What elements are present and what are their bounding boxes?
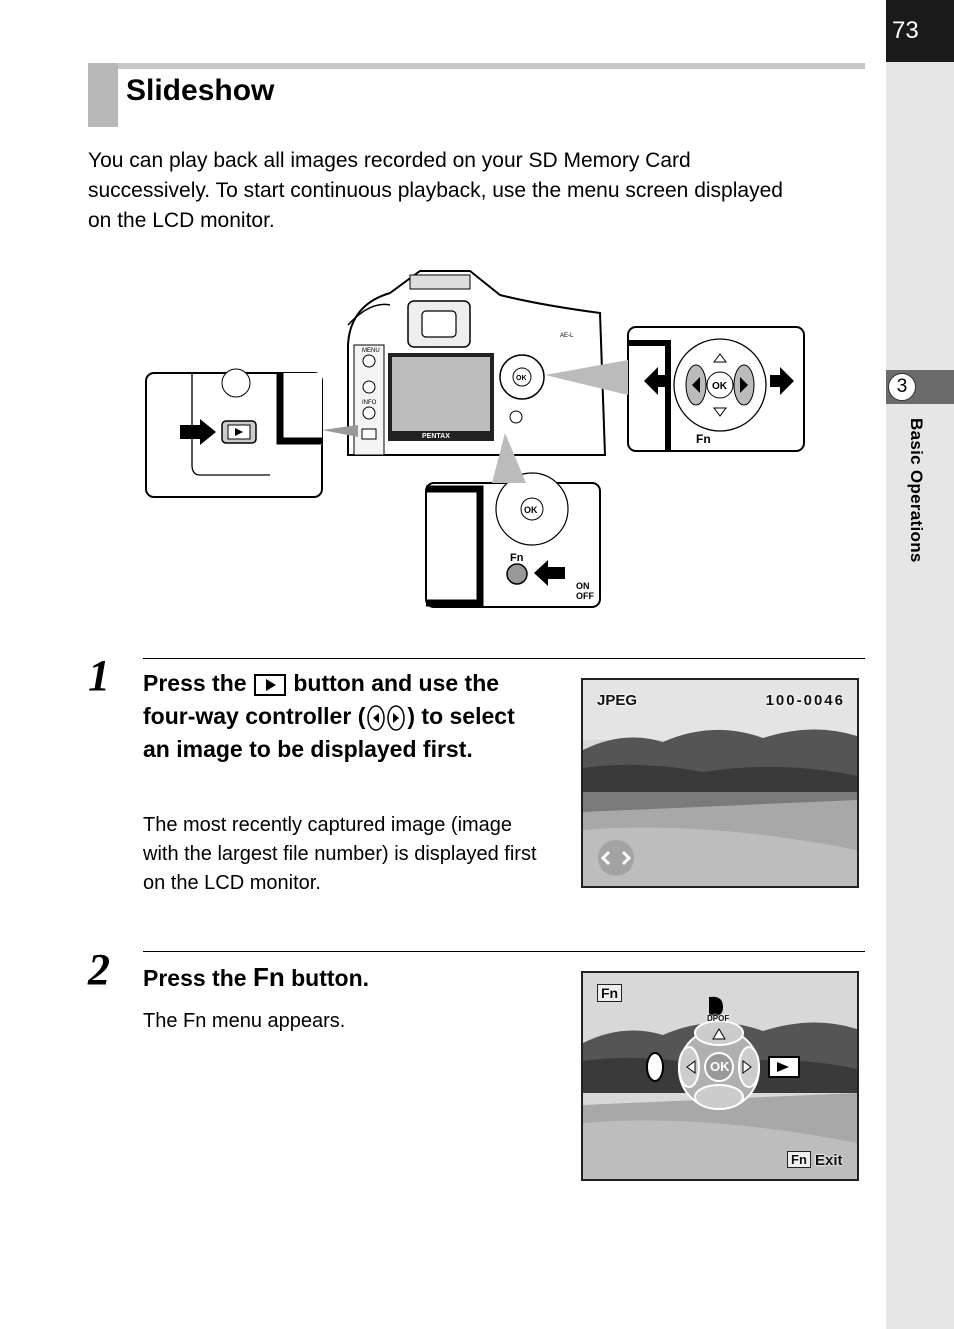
step1-body: The most recently captured image (image with the largest file number) is displayed first on the LCD monitor. [143,814,537,894]
fn-button-detail [426,433,600,607]
step1-title-a: Press the [143,670,247,696]
camera-label-info: INFO [362,400,377,406]
chapter-title: Basic Operations [907,418,926,563]
camera-label-fn-bottom: Fn [510,552,524,564]
fn-menu-badge: Fn [597,984,622,1002]
step2-title-a: Press the [143,965,247,991]
fn-menu-screen [581,971,859,1181]
playback-button-icon [253,673,287,697]
step1-title-c: ) to select an image to be displayed first. [143,703,515,762]
section-rule [88,63,865,69]
side-tab-strip [886,0,954,1329]
step1-title-b: button and use the four-way controller ( [143,670,500,729]
chapter-number: 3 [888,373,916,401]
camera-brand: PENTAX [422,433,450,440]
step2-title-b: button. [291,965,370,991]
camera-label-menu: MENU [362,348,380,354]
step2-rule [143,951,865,952]
step1-rule [143,658,865,659]
step1-number: 1 [88,651,110,700]
section-marker [88,63,118,127]
left-right-controller-icon [365,705,407,731]
fn-button-symbol: Fn [252,962,285,992]
ok-label: OK [710,1059,730,1074]
step1-title [143,667,543,766]
dpof-label: DPOF [707,1014,730,1023]
exit-label: Exit [815,1152,843,1169]
image-format-label: JPEG [597,692,638,709]
camera-back-view [348,271,605,455]
step2-body: The Fn menu appears. [143,1010,346,1032]
page-number: 73 [886,0,954,62]
camera-label-fn-right: Fn [696,432,711,446]
playback-button-detail [146,369,358,497]
intro-paragraph: You can play back all images recorded on your SD Memory Card successively. To start continuous playback, use the menu screen displayed on the LCD monitor. [88,149,783,232]
camera-illustration [140,265,810,610]
section-title: Slideshow [126,74,275,107]
camera-label-on: ON [576,581,590,591]
camera-label-ael: AE-L [560,333,574,339]
svg-text:OK: OK [524,505,538,515]
step2-title [143,961,543,995]
camera-label-off: OFF [576,591,594,601]
exit-key-badge: Fn [787,1151,811,1168]
playback-screen [581,678,859,888]
svg-text:OK: OK [712,381,727,392]
step2-number: 2 [88,945,110,994]
file-number-label: 100-0046 [765,692,845,709]
svg-text:OK: OK [516,375,527,382]
